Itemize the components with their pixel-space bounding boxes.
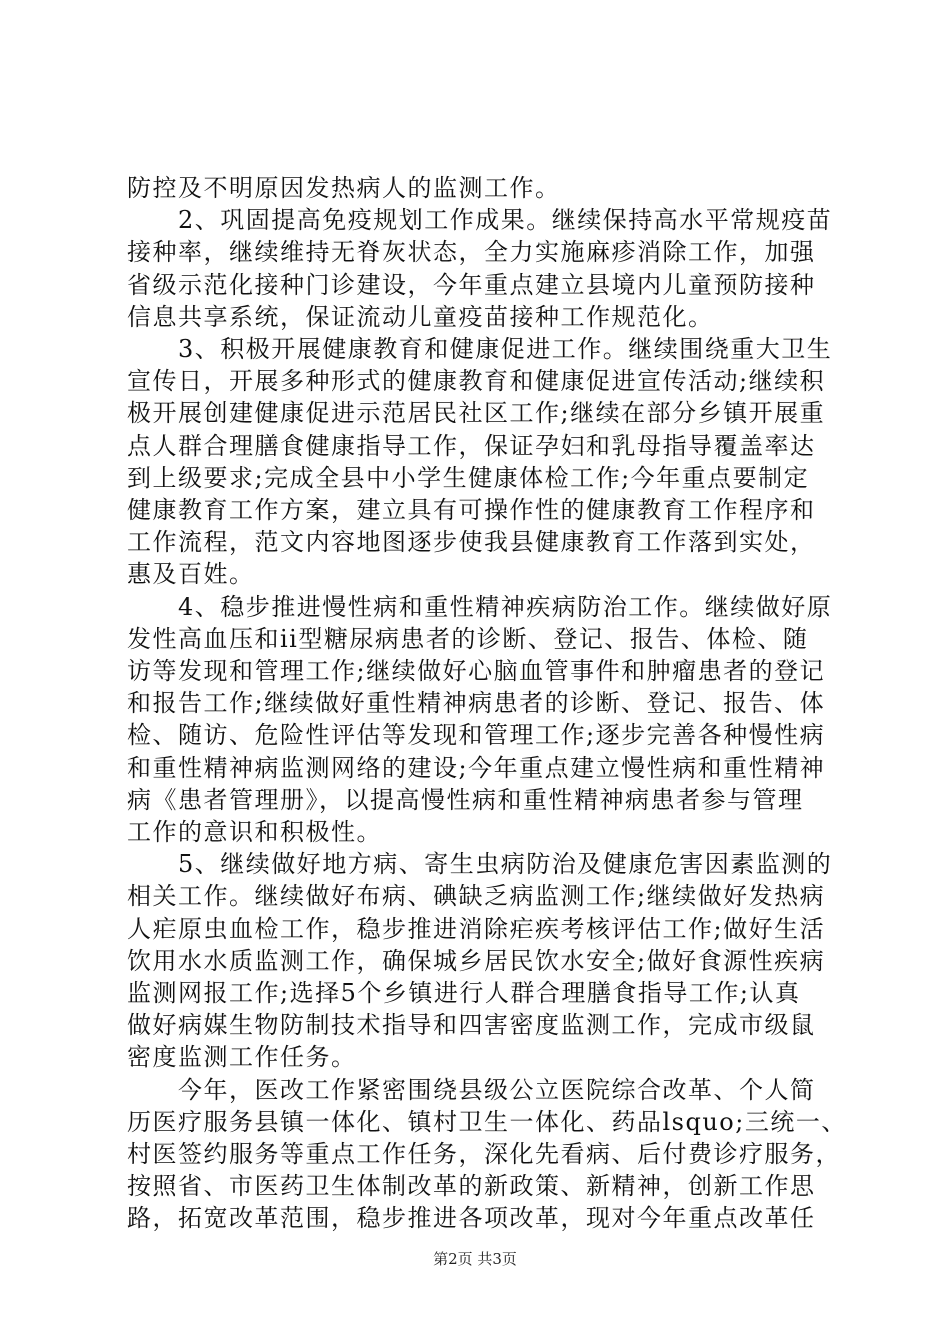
text-line: 3、积极开展健康教育和健康促进工作。继续围绕重大卫生 xyxy=(127,335,833,363)
text-line: 4、稳步推进慢性病和重性精神疾病防治工作。继续做好原 xyxy=(127,593,833,621)
text-line: 省级示范化接种门诊建设，今年重点建立县境内儿童预防接种 xyxy=(127,271,816,299)
text-line: 防控及不明原因发热病人的监测工作。 xyxy=(127,174,561,202)
text-line: 工作流程，范文内容地图逐步使我县健康教育工作落到实处， xyxy=(127,528,816,556)
text-line: 到上级要求;完成全县中小学生健康体检工作;今年重点要制定 xyxy=(127,464,810,492)
text-line: 密度监测工作任务。 xyxy=(127,1043,357,1071)
text-line: 检、随访、危险性评估等发现和管理工作;逐步完善各种慢性病 xyxy=(127,721,826,749)
text-line: 点人群合理膳食健康指导工作，保证孕妇和乳母指导覆盖率达 xyxy=(127,432,816,460)
text-line: 惠及百姓。 xyxy=(127,560,255,588)
text-line: 村医签约服务等重点工作任务，深化先看病、后付费诊疗服务， xyxy=(127,1140,841,1168)
text-line: 按照省、市医药卫生体制改革的新政策、新精神，创新工作思 xyxy=(127,1172,816,1200)
text-line: 人疟原虫血检工作，稳步推进消除疟疾考核评估工作;做好生活 xyxy=(127,915,826,943)
text-line: 历医疗服务县镇一体化、镇村卫生一体化、药品lsquo;三统一、 xyxy=(127,1108,847,1136)
text-line: 饮用水水质监测工作，确保城乡居民饮水安全;做好食源性疾病 xyxy=(127,947,826,975)
text-line: 宣传日，开展多种形式的健康教育和健康促进宣传活动;继续积 xyxy=(127,367,826,395)
text-line: 极开展创建健康促进示范居民社区工作;继续在部分乡镇开展重 xyxy=(127,399,826,427)
text-line: 和重性精神病监测网络的建设;今年重点建立慢性病和重性精神 xyxy=(127,754,826,782)
text-line: 今年，医改工作紧密围绕县级公立医院综合改革、个人简 xyxy=(127,1076,816,1104)
page-footer: 第2页 共3页 xyxy=(433,1250,517,1268)
text-line: 监测网报工作;选择5个乡镇进行人群合理膳食指导工作;认真 xyxy=(127,979,801,1007)
text-line: 路，拓宽改革范围，稳步推进各项改革，现对今年重点改革任 xyxy=(127,1204,816,1232)
text-line: 和报告工作;继续做好重性精神病患者的诊断、登记、报告、体 xyxy=(127,689,826,717)
text-line: 工作的意识和积极性。 xyxy=(127,818,382,846)
text-line: 5、继续做好地方病、寄生虫病防治及健康危害因素监测的 xyxy=(127,850,833,878)
text-line: 2、巩固提高免疫规划工作成果。继续保持高水平常规疫苗 xyxy=(127,206,833,234)
text-line: 信息共享系统，保证流动儿童疫苗接种工作规范化。 xyxy=(127,303,714,331)
text-line: 接种率，继续维持无脊灰状态，全力实施麻疹消除工作，加强 xyxy=(127,238,816,266)
text-line: 做好病媒生物防制技术指导和四害密度监测工作，完成市级鼠 xyxy=(127,1011,816,1039)
text-line: 发性高血压和ii型糖尿病患者的诊断、登记、报告、体检、随 xyxy=(127,625,809,653)
text-line: 健康教育工作方案，建立具有可操作性的健康教育工作程序和 xyxy=(127,496,816,524)
text-line: 相关工作。继续做好布病、碘缺乏病监测工作;继续做好发热病 xyxy=(127,882,826,910)
text-line: 病《患者管理册》，以提高慢性病和重性精神病患者参与管理 xyxy=(127,786,804,814)
text-line: 访等发现和管理工作;继续做好心脑血管事件和肿瘤患者的登记 xyxy=(127,657,826,685)
